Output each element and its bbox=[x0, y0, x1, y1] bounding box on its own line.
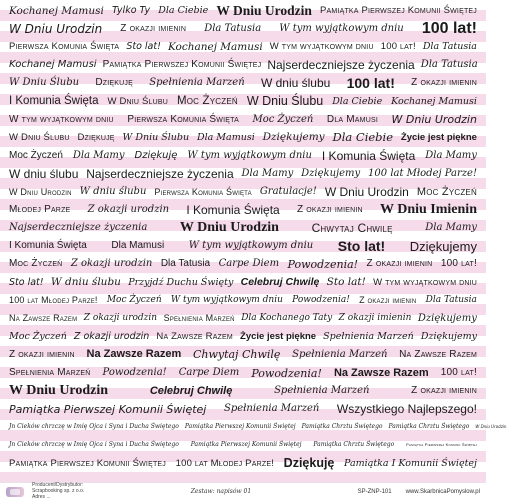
sticker-text: Najserdeczniejsze życzenia bbox=[267, 58, 415, 73]
sticker-text: Na Zawsze Razem bbox=[399, 348, 477, 360]
sticker-text: 100 lat! bbox=[346, 75, 395, 92]
sticker-text: Dla Mamy bbox=[425, 149, 477, 161]
sticker-text: W dniu ślubu bbox=[260, 76, 331, 91]
producer-line-3: Adres ... bbox=[32, 494, 51, 500]
sticker-text: Pamiątka Pierwszej Komunii Świętej bbox=[320, 5, 477, 17]
sticker-text: Moc Życzeń bbox=[9, 258, 63, 270]
producer-line-1: Producent/Dystrybutor: bbox=[32, 481, 84, 488]
sticker-text: W tym wyjątkowym dniu bbox=[9, 113, 114, 125]
text-row bbox=[6, 38, 480, 56]
sticker-text: W tym wyjątkowym dniu bbox=[187, 149, 312, 161]
text-row bbox=[6, 400, 480, 418]
sticker-text: Dla Mamy bbox=[72, 149, 125, 161]
sticker-text: W Dniu Ślubu bbox=[9, 77, 80, 89]
sticker-text: Sto lat! bbox=[326, 276, 366, 289]
sticker-text: W Dniu Urodzin bbox=[179, 220, 279, 236]
sticker-text: I Komunia Święta bbox=[9, 94, 99, 107]
text-row bbox=[6, 346, 480, 364]
sticker-text: Spełnienia Marzeń bbox=[223, 403, 320, 415]
sticker-text: Najserdeczniejsze życzenia bbox=[86, 166, 234, 181]
sticker-text: Z okazji imienin bbox=[120, 23, 187, 35]
website-url: www.SkarbnicaPomyslow.pl bbox=[405, 488, 480, 495]
sticker-text: Kochanej Mamusi bbox=[9, 59, 97, 71]
sticker-text: W Dniu Ślubu bbox=[9, 131, 70, 143]
text-row bbox=[6, 2, 480, 20]
sheet-footer bbox=[0, 482, 486, 500]
sticker-text: W dniu ślubu bbox=[9, 166, 79, 181]
sticker-text: Kochanej Mamusi bbox=[9, 4, 104, 17]
sticker-text: Dla Ciebie bbox=[332, 95, 383, 107]
sticker-text: Z okazji imienin bbox=[411, 385, 477, 397]
sticker-text: 100 lat! bbox=[440, 367, 477, 378]
sticker-text: Sto lat! bbox=[337, 238, 386, 255]
sticker-text: W tym wyjątkowym dniu bbox=[373, 276, 477, 288]
sticker-text: Pamiątka Chrztu Świętego bbox=[388, 423, 470, 431]
sticker-text: Moc Życzeń bbox=[106, 295, 162, 306]
sticker-text: Przyjdź Duchu Święty bbox=[128, 276, 234, 288]
sticker-text: W Dniu Urodzin bbox=[216, 3, 312, 19]
text-row bbox=[6, 310, 480, 328]
sticker-text: Na Zawsze Razem bbox=[333, 366, 429, 379]
sticker-text: Dla Ciebie bbox=[158, 5, 209, 17]
sticker-text: Dla Mamusi bbox=[196, 131, 255, 143]
sticker-text: Pierwsza Komunia Święta bbox=[127, 113, 239, 125]
sticker-text: Z okazji imienin bbox=[338, 313, 412, 324]
sticker-text: W dniu ślubu bbox=[50, 276, 121, 289]
sticker-text: Z okazji imienin bbox=[296, 204, 363, 216]
sticker-text: Powodzenia! bbox=[292, 295, 350, 306]
sticker-text: Kochanej Mamusi bbox=[167, 40, 263, 53]
text-row bbox=[6, 147, 480, 165]
sticker-text: Pierwsza Komunia Święta bbox=[154, 186, 252, 197]
sticker-text: Kochanej Mamusi bbox=[391, 95, 477, 107]
sticker-text: Dla Tatusia bbox=[204, 23, 262, 35]
sticker-text: Dziękujemy bbox=[417, 312, 477, 324]
sticker-text: Z okazji imienin bbox=[411, 77, 477, 89]
sticker-text: Dziękuję bbox=[134, 149, 178, 161]
producer-info bbox=[32, 483, 84, 500]
sticker-text: Pamiątka Pierwszej Komunii Świętej bbox=[102, 59, 262, 71]
sticker-text: W Dniu Ślubu bbox=[122, 131, 190, 143]
text-row bbox=[6, 237, 480, 255]
footer-right bbox=[358, 489, 480, 495]
sticker-text: Dla Ciebie bbox=[332, 129, 394, 144]
sticker-text: Dla Mamusi bbox=[326, 113, 378, 125]
producer-line-2: Scrapbooking sp. z o.o. bbox=[32, 487, 85, 494]
sticker-text: W Dniu Urodzin bbox=[9, 186, 72, 197]
sticker-text: W Dniu Urodzin bbox=[324, 185, 409, 199]
sticker-text: Dla Tatusia bbox=[422, 41, 477, 53]
sticker-text: Najserdeczniejsze życzenia bbox=[9, 222, 148, 234]
sticker-text: Moc Życzeń bbox=[416, 185, 477, 198]
sticker-text: 100 lat! bbox=[380, 41, 416, 53]
sticker-text: Celebruj Chwilę bbox=[240, 276, 320, 289]
sticker-text: Pamiątka Pierwszej Komunii Świętej bbox=[190, 441, 302, 449]
sticker-text: Spełnienia Marzeń bbox=[163, 313, 235, 324]
sticker-text: Dla Kochanego Taty bbox=[241, 313, 333, 324]
text-row bbox=[6, 418, 507, 436]
text-row bbox=[6, 93, 480, 111]
sticker-text: Sto lat! bbox=[9, 276, 44, 288]
sticker-text: Gratulacje! bbox=[259, 186, 317, 197]
text-row bbox=[6, 455, 480, 473]
sticker-text: Jn Cieków chrzczę w Imię Ojca i Syna i Ducha Świętego bbox=[9, 423, 179, 431]
sticker-text: Na Zawsze Razem bbox=[86, 348, 182, 361]
text-row bbox=[6, 219, 480, 237]
sticker-text: Wszystkiego Najlepszego! bbox=[336, 402, 477, 417]
sticker-text: Powodzenia! bbox=[251, 366, 322, 380]
sticker-text: Spełnienia Marzeń bbox=[149, 77, 245, 89]
sticker-text: 100 lat Młodej Parze! bbox=[368, 167, 477, 179]
sticker-text: W Dniu Urodzin bbox=[9, 383, 109, 399]
sticker-text: Na Zawsze Razem bbox=[9, 313, 78, 324]
sticker-text: Dziękuję bbox=[95, 77, 133, 89]
sticker-text: Pamiątka Pierwszej Komunii Świętej bbox=[9, 457, 166, 469]
sticker-text: W Dniu Imienin bbox=[379, 202, 477, 218]
text-row bbox=[6, 20, 480, 38]
text-row bbox=[6, 328, 480, 346]
sticker-text: Pamiątka Chrztu Świętego bbox=[313, 441, 395, 449]
sticker-text: Moc Życzeń bbox=[176, 94, 238, 107]
sticker-text: Celebruj Chwilę bbox=[149, 384, 233, 397]
text-row bbox=[6, 111, 480, 129]
sticker-text: Z okazji imienin bbox=[359, 295, 417, 306]
sticker-text: I Komunia Święta bbox=[186, 203, 280, 218]
brand-logo-icon bbox=[6, 487, 24, 497]
sticker-text: 100 lat Młodej Parze! bbox=[9, 295, 98, 306]
sticker-text: Dziękujemy bbox=[409, 238, 477, 254]
text-row bbox=[6, 74, 480, 92]
sticker-text: I Komunia Święta bbox=[9, 240, 87, 252]
text-row bbox=[6, 56, 480, 74]
text-row bbox=[6, 165, 480, 183]
sticker-text: I Komunia Święta bbox=[321, 148, 416, 163]
sticker-text: Carpe Diem bbox=[178, 367, 240, 378]
text-row bbox=[6, 292, 480, 310]
sticker-text: Dziękujemy bbox=[262, 131, 325, 144]
sticker-text: 100 lat! bbox=[421, 20, 477, 38]
text-row bbox=[6, 201, 480, 219]
sticker-text: Chwytaj Chwilę bbox=[192, 348, 281, 362]
text-row bbox=[6, 255, 480, 273]
sticker-text: Tylko Ty bbox=[111, 5, 151, 17]
sticker-text: Pamiątka Pierwszej Komunii Świętej bbox=[9, 402, 207, 416]
sticker-text: Moc Życzeń bbox=[9, 331, 67, 343]
sticker-text: Z okazji imienin bbox=[366, 258, 433, 270]
sticker-text: W tym wyjątkowym dniu bbox=[170, 295, 283, 306]
sticker-text: Z okazji urodzin bbox=[87, 204, 170, 216]
sticker-text: W tym wyjątkowym dniu bbox=[279, 23, 404, 35]
sticker-text: Pamiątka I Komunii Świętej bbox=[344, 457, 477, 469]
sticker-text: W tym wyjątkowym dniu bbox=[188, 240, 314, 252]
sticker-text: Z okazji imienin bbox=[9, 348, 75, 360]
collection-label: Zestaw: napisów 01 bbox=[190, 488, 252, 495]
product-code: SP-ZNP-101 bbox=[357, 488, 392, 495]
sticker-text: Z okazji urodzin bbox=[73, 331, 150, 343]
text-row bbox=[6, 382, 480, 400]
sticker-text: Z okazji urodzin bbox=[70, 258, 153, 270]
sticker-text: Dziękuję bbox=[77, 131, 115, 143]
sticker-text: W dniu ślubu bbox=[79, 186, 147, 197]
text-row bbox=[6, 274, 480, 292]
sticker-text: Dziękujemy bbox=[420, 331, 477, 343]
sticker-text: Dla Mamusi bbox=[111, 240, 165, 252]
text-row bbox=[6, 436, 480, 454]
sticker-text: W Dniu Ślubu bbox=[107, 95, 169, 107]
sticker-text: Moc Życzeń bbox=[9, 149, 63, 161]
sticker-text: W Dniu Ślubu bbox=[246, 94, 324, 109]
sticker-text: 100 lat! bbox=[440, 258, 477, 270]
sticker-text: Powodzenia! bbox=[102, 367, 167, 378]
sticker-text: Na Zawsze Razem bbox=[156, 331, 233, 343]
sticker-text: Dla Tatusia bbox=[425, 295, 477, 306]
sticker-text: Dla Mamy bbox=[425, 222, 477, 234]
sticker-text: W Dniu Urodzin bbox=[475, 424, 507, 430]
sticker-text: Sto lat! bbox=[126, 41, 161, 53]
sticker-text: Dla Tatusia bbox=[420, 59, 478, 71]
sticker-text: Carpe Diem bbox=[218, 258, 280, 270]
sticker-text: Chwytaj Chwilę bbox=[311, 221, 393, 236]
sticker-text: W Dniu Urodzin bbox=[9, 22, 103, 37]
text-row bbox=[6, 364, 480, 382]
sticker-text: 100 lat Młodej Parze! bbox=[175, 457, 275, 469]
sticker-text: W Dniu Urodzin bbox=[391, 113, 477, 127]
sticker-text: Spełnienia Marzeń bbox=[292, 348, 388, 360]
sticker-text: Młodej Parze bbox=[9, 204, 71, 216]
sticker-text: Moc Życzeń bbox=[252, 113, 314, 125]
sticker-text: Powodzenia! bbox=[287, 257, 359, 271]
sticker-text: Jn Cieków chrzczę w Imię Ojca i Syna i Ducha Świętego bbox=[9, 441, 179, 449]
sticker-text: Pamiątka Chrztu Świętego bbox=[301, 423, 383, 431]
sticker-text: Spełnienia Marzeń bbox=[9, 367, 91, 378]
sticker-text: Dla Mamy bbox=[241, 167, 294, 179]
sticker-text: Dziękuję bbox=[283, 456, 335, 471]
sticker-text: Z okazji urodzin bbox=[83, 313, 158, 324]
sticker-text: Życie jest piękne bbox=[400, 131, 477, 143]
sticker-text: Pamiątka Pierwszej Komunii Świętej bbox=[406, 442, 477, 448]
sticker-text: Spełnienia Marzeń bbox=[274, 385, 370, 397]
sticker-text: Spełnienia Marzeń bbox=[323, 331, 414, 343]
sticker-text: W tym wyjątkowym dniu bbox=[269, 41, 374, 53]
text-row bbox=[6, 183, 480, 201]
text-row bbox=[6, 129, 480, 147]
sticker-text: Pierwsza Komunia Święta bbox=[9, 41, 120, 53]
sticker-text: Dziękujemy bbox=[301, 167, 361, 179]
sticker-text: Życie jest piękne bbox=[240, 331, 317, 343]
sticker-text: Dla Tatusia bbox=[160, 258, 211, 270]
sticker-text: Pamiątka Pierwszej Komunii Świętej bbox=[184, 423, 296, 431]
